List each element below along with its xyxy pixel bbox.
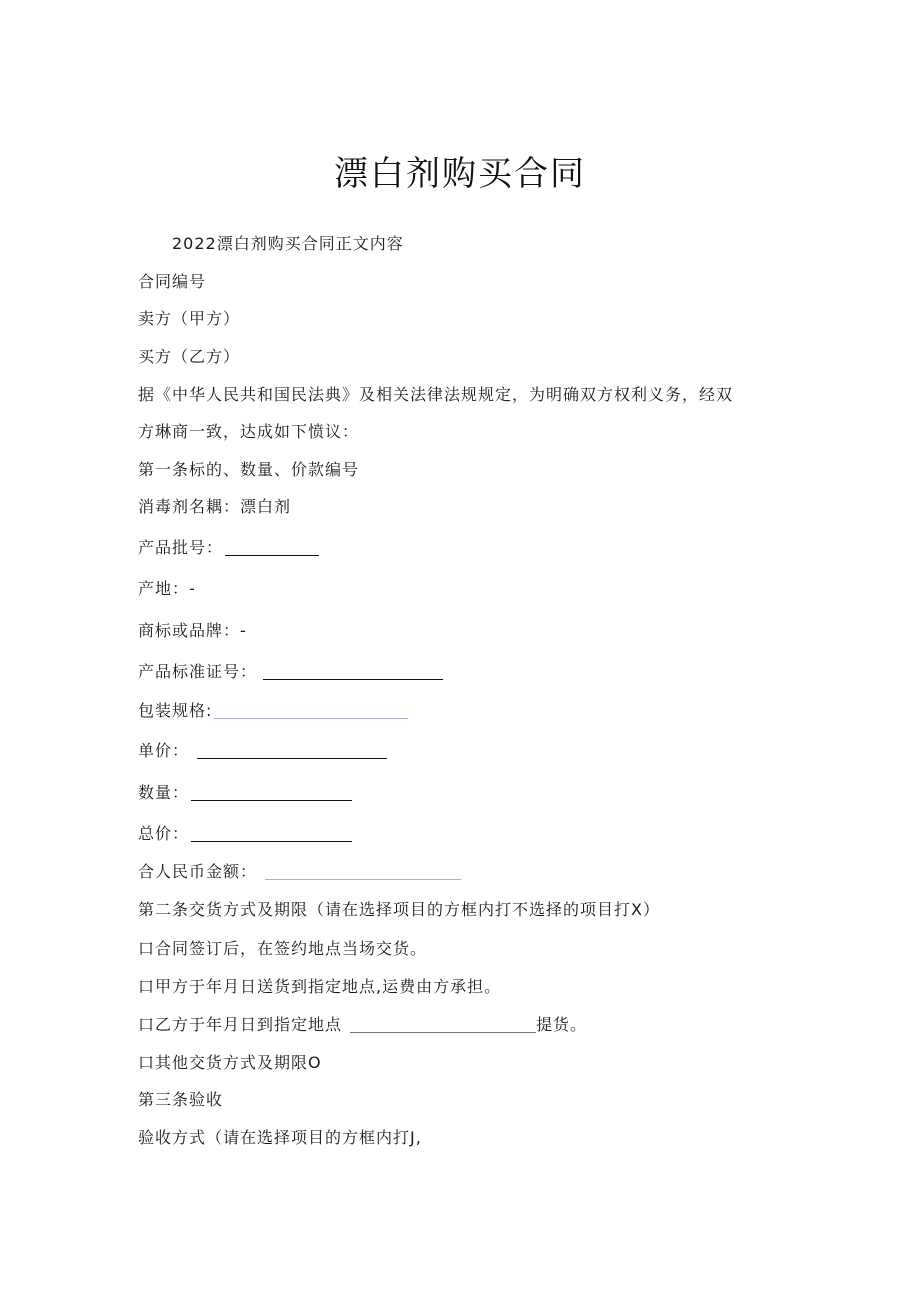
batch-number-blank[interactable] bbox=[225, 555, 319, 556]
buyer-label: 买方（乙方） bbox=[138, 347, 241, 366]
product-name-line: 消毒剂名耦：漂白剂 bbox=[138, 497, 292, 516]
delivery-option-2: 口甲方于年月日送货到指定地点,运费由方承担。 bbox=[138, 977, 502, 996]
standard-number-row bbox=[138, 662, 443, 682]
delivery-option-3 bbox=[138, 1015, 587, 1035]
quantity-label: 数量： bbox=[138, 783, 190, 802]
standard-number-label: 产品标准证号： bbox=[138, 662, 258, 681]
document-title: 漂白剂购买合同 bbox=[334, 154, 586, 194]
contract-number-label: 合同编号 bbox=[138, 272, 207, 291]
article-3-heading: 第三条验收 bbox=[138, 1090, 224, 1109]
delivery-option-3-suffix: 提货。 bbox=[536, 1015, 588, 1034]
packaging-label: 包装规格: bbox=[138, 701, 213, 720]
delivery-option-3-text: 口乙方于年月日到指定地点 bbox=[138, 1015, 343, 1034]
delivery-option-1: 口合同签订后，在签约地点当场交货。 bbox=[138, 939, 428, 958]
content-heading: 2022漂白剂购买合同正文内容 bbox=[172, 234, 404, 253]
brand-line: 商标或品牌：- bbox=[138, 621, 247, 640]
total-price-blank[interactable] bbox=[191, 841, 352, 842]
preamble-line-1: 据《中华人民共和国民法典》及相关法律法规规定，为明确双方权利义务，经双 bbox=[138, 385, 734, 404]
batch-number-label: 产品批号： bbox=[138, 538, 224, 557]
packaging-row bbox=[138, 701, 408, 721]
origin-line: 产地：- bbox=[138, 579, 196, 598]
packaging-blank[interactable] bbox=[214, 718, 408, 719]
inspection-method-line: 验收方式（请在选择项目的方框内打J, bbox=[138, 1128, 422, 1147]
article-2-heading: 第二条交货方式及期限（请在选择项目的方框内打不选择的项目打X） bbox=[138, 900, 660, 919]
seller-label: 卖方（甲方） bbox=[138, 309, 241, 328]
rmb-amount-blank[interactable] bbox=[265, 879, 461, 880]
quantity-blank[interactable] bbox=[191, 800, 352, 801]
unit-price-row bbox=[138, 741, 387, 761]
standard-number-blank[interactable] bbox=[263, 679, 443, 680]
batch-number-row bbox=[138, 538, 319, 558]
rmb-amount-row bbox=[138, 862, 461, 882]
unit-price-label: 单价： bbox=[138, 741, 190, 760]
pickup-location-blank[interactable] bbox=[350, 1032, 536, 1033]
unit-price-blank[interactable] bbox=[197, 758, 387, 759]
preamble-line-2: 方琳商一致，达成如下愤议： bbox=[138, 422, 360, 441]
delivery-option-4: 口其他交货方式及期限O bbox=[138, 1053, 322, 1072]
article-1-heading: 第一条标的、数量、价款编号 bbox=[138, 460, 360, 479]
total-price-label: 总价： bbox=[138, 824, 190, 843]
quantity-row bbox=[138, 783, 352, 803]
rmb-amount-label: 合人民币金额： bbox=[138, 862, 258, 881]
total-price-row bbox=[138, 824, 352, 844]
